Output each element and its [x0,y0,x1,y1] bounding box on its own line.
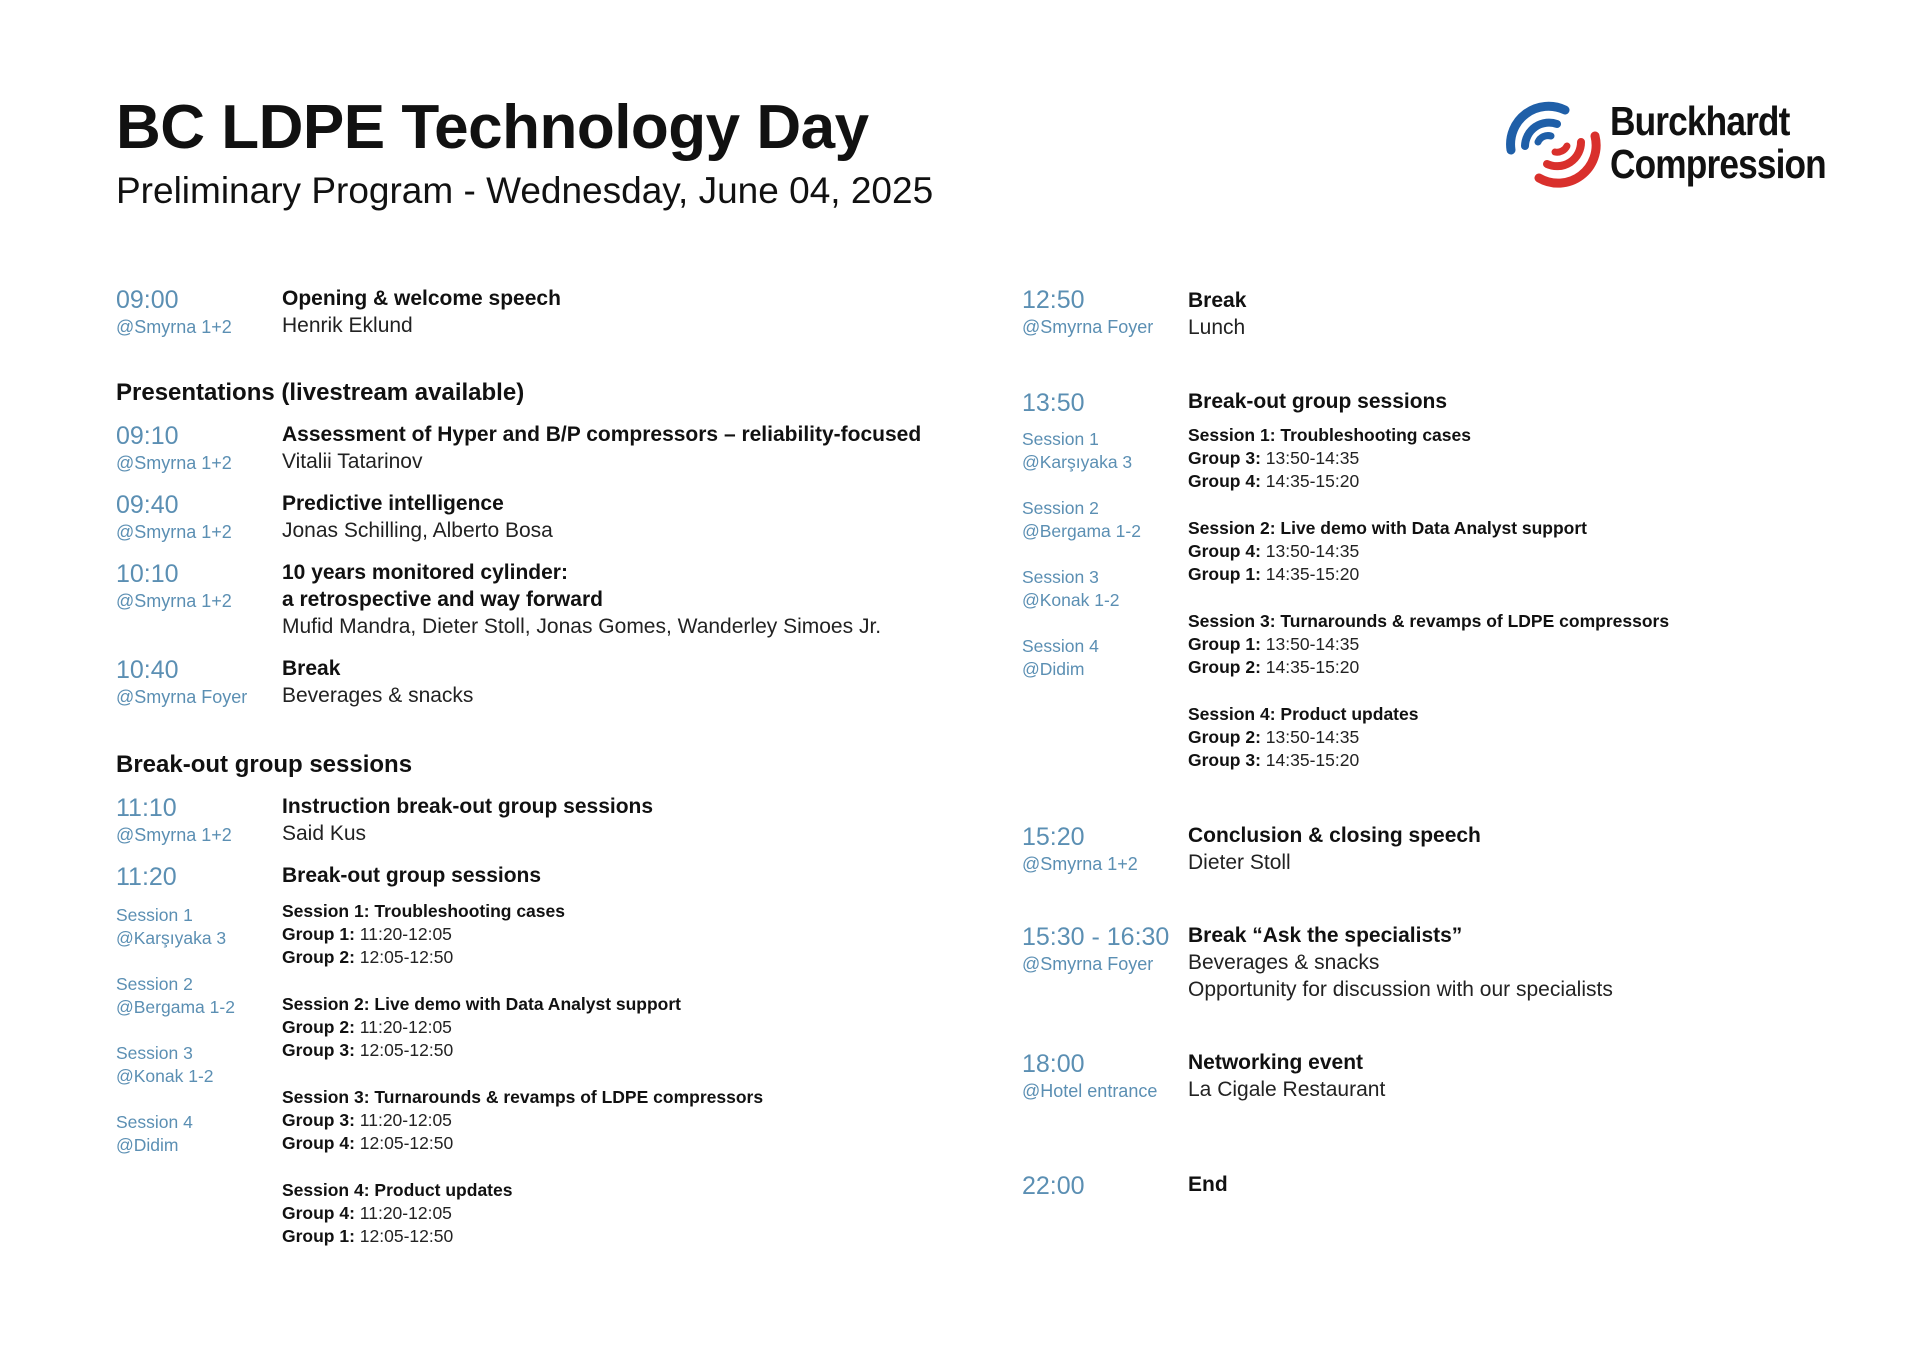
item-title: Predictive intelligence [282,492,504,515]
page-subtitle: Preliminary Program - Wednesday, June 04, 2025 [116,170,934,211]
session-block [1188,609,1882,679]
group-slot: Group 1: 11:20-12:05 [282,924,452,944]
item-title: Instruction break-out group sessions [282,795,654,818]
logo-line-1: Burckhardt [1610,98,1790,144]
item-time: 18:00 [1022,1050,1085,1078]
session-block [1188,702,1882,772]
item-time: 12:50 [1022,286,1085,314]
item-time: 11:20 [116,863,177,891]
item-title: Break-out group sessions [1188,390,1448,413]
group-slot: Group 2: 11:20-12:05 [282,1017,452,1037]
item-title: Break [1188,289,1247,312]
company-logo [1505,96,1825,192]
item-time: 09:10 [116,422,179,450]
group-slot: Group 4: 13:50-14:35 [1188,541,1360,561]
session-block [282,899,966,969]
item-location: @Hotel entrance [1022,1081,1158,1101]
session-room: @Konak 1-2 [1022,590,1120,610]
group-slot: Group 1: 14:35-15:20 [1188,564,1360,584]
item-time: 09:00 [116,286,179,314]
session-number: Session 3 [116,1043,193,1063]
section-heading-presentations: Presentations (livestream available) [116,379,525,406]
session-block [1188,423,1882,493]
agenda-item-opening [116,285,966,339]
item-location: @Smyrna Foyer [1022,317,1154,337]
logo-line-2: Compression [1610,141,1826,187]
agenda-item-presentation-3 [116,559,966,640]
session-number: Session 4 [116,1112,193,1132]
agenda-item-conclusion [1022,822,1882,876]
item-time: 22:00 [1022,1172,1085,1200]
item-speaker: Mufid Mandra, Dieter Stoll, Jonas Gomes, Wanderley Simoes Jr. [282,615,882,638]
session-number: Session 2 [1022,498,1099,518]
session-title: Session 2: Live demo with Data Analyst support [282,994,682,1014]
item-location: @Smyrna Foyer [1022,954,1154,974]
agenda-item-breakout-morning [116,862,966,1248]
item-title: Opening & welcome speech [282,287,561,310]
session-number: Session 1 [1022,429,1099,449]
item-title: Networking event [1188,1051,1364,1074]
item-time: 13:50 [1022,389,1085,417]
session-room: @Karşıyaka 3 [116,928,227,948]
agenda-item-breakout-afternoon [1022,388,1882,772]
item-time: 10:10 [116,560,179,588]
agenda-item-specialists [1022,922,1882,1003]
group-slot: Group 2: 14:35-15:20 [1188,657,1360,677]
agenda-item-instruction [116,793,966,847]
session-room: @Bergama 1-2 [116,997,235,1017]
item-time: 15:30 - 16:30 [1022,923,1170,951]
item-description-1: Beverages & snacks [1188,951,1380,974]
session-list [282,899,966,1248]
item-speaker: Vitalii Tatarinov [282,450,423,473]
agenda-item-presentation-2 [116,490,966,544]
session-number: Session 3 [1022,567,1099,587]
item-location: @Smyrna Foyer [116,687,248,707]
session-room: @Didim [1022,659,1085,679]
item-title: Assessment of Hyper and B/P compressors – reliability-focused [282,423,922,446]
logo-wordmark [1610,100,1826,186]
agenda-item-lunch [1022,285,1882,341]
session-room: @Bergama 1-2 [1022,521,1141,541]
item-location: @Smyrna 1+2 [1022,854,1138,874]
item-speaker: Henrik Eklund [282,314,413,337]
session-block [282,1178,966,1248]
item-description: Lunch [1188,316,1246,339]
left-column [116,285,966,1248]
session-block [282,992,966,1062]
group-slot: Group 3: 13:50-14:35 [1188,448,1360,468]
session-title: Session 4: Product updates [1188,704,1419,724]
page-title: BC LDPE Technology Day [116,93,869,162]
agenda-item-presentation-1 [116,421,966,475]
group-slot: Group 1: 13:50-14:35 [1188,634,1360,654]
logo-mark-icon [1505,96,1601,192]
item-title-line-2: a retrospective and way forward [282,588,603,611]
group-slot: Group 4: 11:20-12:05 [282,1203,452,1223]
item-title: Break-out group sessions [282,864,542,887]
session-number: Session 4 [1022,636,1099,656]
item-time: 10:40 [116,656,179,684]
group-slot: Group 4: 12:05-12:50 [282,1133,454,1153]
session-block [282,1085,966,1155]
session-title: Session 1: Troubleshooting cases [282,901,565,921]
item-speaker: Dieter Stoll [1188,851,1291,874]
agenda-item-networking [1022,1049,1882,1103]
item-title: Break “Ask the specialists” [1188,924,1463,947]
item-time: 09:40 [116,491,179,519]
session-title: Session 2: Live demo with Data Analyst support [1188,518,1588,538]
item-title: Break [282,657,341,680]
agenda-item-break-1 [116,655,966,709]
item-location: @Smyrna 1+2 [116,522,232,542]
group-slot: Group 2: 12:05-12:50 [282,947,454,967]
item-venue: La Cigale Restaurant [1188,1078,1386,1101]
session-title: Session 3: Turnarounds & revamps of LDPE compressors [1188,611,1670,631]
group-slot: Group 4: 14:35-15:20 [1188,471,1360,491]
session-labels [1022,428,1188,681]
session-title: Session 1: Troubleshooting cases [1188,425,1471,445]
session-labels [116,904,282,1157]
item-location: @Smyrna 1+2 [116,591,232,611]
session-title: Session 3: Turnarounds & revamps of LDPE compressors [282,1087,764,1107]
session-room: @Didim [116,1135,179,1155]
group-slot: Group 3: 14:35-15:20 [1188,750,1360,770]
item-speaker: Jonas Schilling, Alberto Bosa [282,519,553,542]
session-list [1188,423,1882,772]
item-time: 15:20 [1022,823,1085,851]
item-title: Conclusion & closing speech [1188,824,1481,847]
item-location: @Smyrna 1+2 [116,317,232,337]
group-slot: Group 2: 13:50-14:35 [1188,727,1360,747]
session-room: @Konak 1-2 [116,1066,214,1086]
group-slot: Group 3: 12:05-12:50 [282,1040,454,1060]
session-number: Session 2 [116,974,193,994]
item-description-2: Opportunity for discussion with our specialists [1188,978,1613,1001]
section-heading-breakout: Break-out group sessions [116,751,413,778]
group-slot: Group 1: 12:05-12:50 [282,1226,454,1246]
item-description: Beverages & snacks [282,684,474,707]
item-title-line-1: 10 years monitored cylinder: [282,561,568,584]
item-location: @Smyrna 1+2 [116,453,232,473]
item-location: @Smyrna 1+2 [116,825,232,845]
agenda-item-end [1022,1171,1882,1201]
group-slot: Group 3: 11:20-12:05 [282,1110,452,1130]
item-title: End [1188,1173,1228,1196]
session-title: Session 4: Product updates [282,1180,513,1200]
session-number: Session 1 [116,905,193,925]
item-time: 11:10 [116,794,177,822]
session-room: @Karşıyaka 3 [1022,452,1133,472]
session-block [1188,516,1882,586]
right-column [1022,285,1882,1201]
item-speaker: Said Kus [282,822,367,845]
